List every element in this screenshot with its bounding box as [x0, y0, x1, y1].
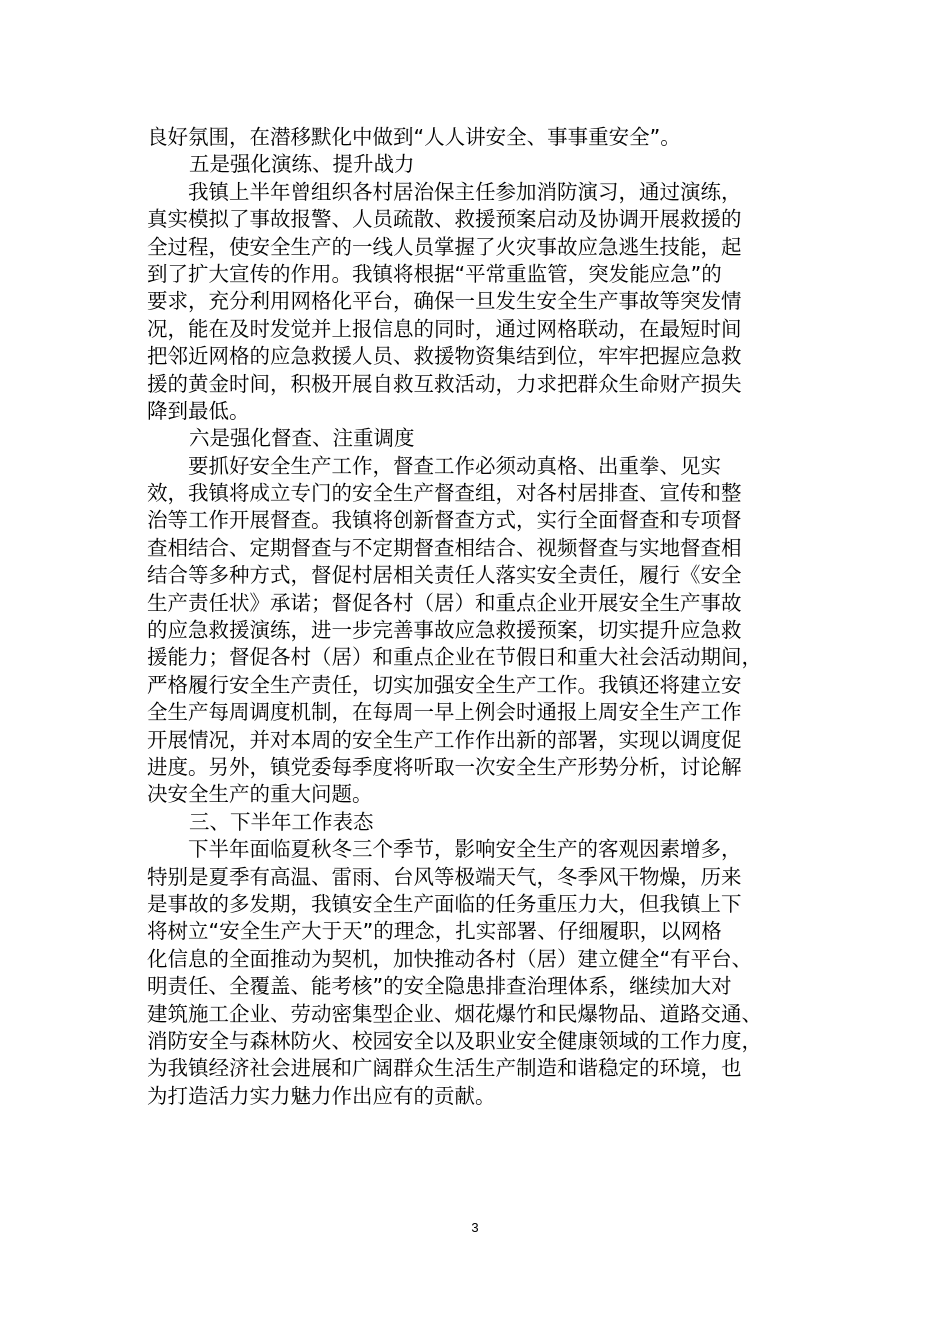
paragraph-line: 要抓好安全生产工作，督查工作必须动真格、出重拳、见实: [147, 453, 721, 478]
paragraph-line: 良好氛围，在潜移默化中做到“人人讲安全、事事重安全”。: [147, 125, 681, 149]
paragraph-line: 到了扩大宣传的作用。我镇将根据“平常重监管，突发能应急”的: [147, 261, 722, 286]
paragraph-line: 效，我镇将成立专门的安全生产督查组，对各村居排查、宣传和整: [147, 481, 742, 506]
paragraph-line: 严格履行安全生产责任，切实加强安全生产工作。我镇还将建立安: [147, 672, 742, 697]
paragraph-line: 是事故的多发期，我镇安全生产面临的任务重压力大，但我镇上下: [147, 891, 742, 916]
paragraph-line: 特别是夏季有高温、雷雨、台风等极端天气，冬季风干物燥，历来: [147, 864, 742, 889]
paragraph-line: 开展情况，并对本周的安全生产工作作出新的部署，实现以调度促: [147, 727, 742, 752]
paragraph-line: 真实模拟了事故报警、人员疏散、救援预案启动及协调开展救援的: [147, 207, 742, 232]
paragraph-line: 将树立“安全生产大于天”的理念，扎实部署、仔细履职，以网格: [147, 919, 722, 944]
section-heading: 五是强化演练、提升战力: [189, 152, 415, 177]
paragraph-line: 全生产每周调度机制，在每周一早上例会时通报上周安全生产工作: [147, 700, 742, 725]
paragraph-line: 下半年面临夏秋冬三个季节，影响安全生产的客观因素增多，: [147, 837, 742, 862]
paragraph-line: 治等工作开展督查。我镇将创新督查方式，实行全面督查和专项督: [147, 508, 742, 533]
paragraph-line: 要求，充分利用网格化平台，确保一旦发生安全生产事故等突发情: [147, 289, 742, 314]
document-body: [147, 124, 827, 1110]
page-number: 3: [471, 1220, 479, 1235]
paragraph-line: 为打造活力实力魅力作出应有的贡献。: [147, 1083, 496, 1108]
paragraph-line: 进度。另外，镇党委每季度将听取一次安全生产形势分析，讨论解: [147, 754, 742, 779]
section-heading: 三、下半年工作表态: [189, 809, 374, 834]
paragraph-line: 决安全生产的重大问题。: [147, 782, 373, 807]
paragraph-line: 的应急救援演练，进一步完善事故应急救援预案，切实提升应急救: [147, 618, 742, 643]
paragraph-line: 结合等多种方式，督促村居相关责任人落实安全责任，履行《安全: [147, 563, 742, 588]
paragraph-line: 生产责任状》承诺；督促各村（居）和重点企业开展安全生产事故: [147, 590, 742, 615]
paragraph-line: 全过程，使安全生产的一线人员掌握了火灾事故应急逃生技能，起: [147, 234, 742, 259]
paragraph-line: 化信息的全面推动为契机，加快推动各村（居）建立健全“有平台、: [147, 946, 753, 971]
paragraph-line: 为我镇经济社会进展和广阔群众生活生产制造和谐稳定的环境，也: [147, 1056, 742, 1081]
section-heading: 六是强化督查、注重调度: [189, 426, 415, 451]
paragraph-line: 援的黄金时间，积极开展自救互救活动，力求把群众生命财产损失: [147, 371, 742, 396]
paragraph-line: 消防安全与森林防火、校园安全以及职业安全健康领域的工作力度，: [147, 1028, 762, 1053]
paragraph-line: 明责任、全覆盖、能考核”的安全隐患排查治理体系，继续加大对: [147, 974, 732, 999]
paragraph-line: 查相结合、定期督查与不定期督查相结合、视频督查与实地督查相: [147, 535, 742, 560]
paragraph-line: 我镇上半年曾组织各村居治保主任参加消防演习，通过演练，: [147, 179, 742, 204]
paragraph-line: 降到最低。: [147, 398, 250, 423]
paragraph-line: 把邻近网格的应急救援人员、救援物资集结到位，牢牢把握应急救: [147, 344, 742, 369]
paragraph-line: 援能力；督促各村（居）和重点企业在节假日和重大社会活动期间，: [147, 645, 762, 670]
paragraph-line: 况，能在及时发觉并上报信息的同时，通过网格联动，在最短时间: [147, 316, 742, 341]
paragraph-line: 建筑施工企业、劳动密集型企业、烟花爆竹和民爆物品、道路交通、: [147, 1001, 762, 1026]
